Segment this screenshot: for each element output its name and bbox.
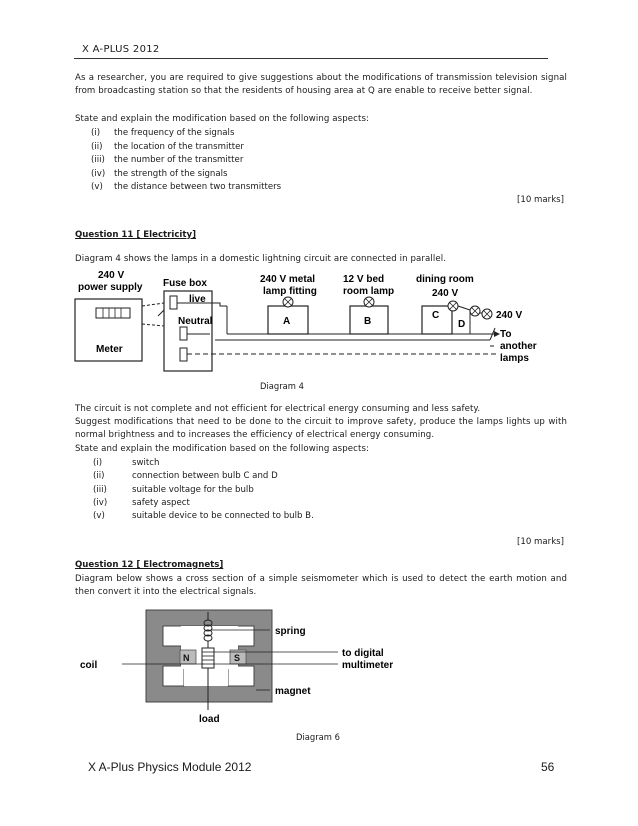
coil-body bbox=[202, 648, 214, 668]
list-item: suitable voltage for the bulb bbox=[132, 485, 254, 495]
meter-label: Meter bbox=[96, 344, 123, 355]
list-item: the number of the transmitter bbox=[114, 155, 244, 165]
neutral-label: Neutral bbox=[178, 316, 213, 327]
to-digital-label: to digital bbox=[342, 648, 384, 659]
lamp-a-desc-line2: lamp fitting bbox=[263, 286, 317, 297]
question-11-title: Question 11 [ Electricity] bbox=[75, 230, 197, 240]
live-fuse bbox=[170, 296, 177, 309]
lamp-d-label: D bbox=[458, 319, 466, 330]
question-11-instruction: State and explain the modification based on the following aspects: bbox=[75, 444, 370, 454]
dining-voltage-label: 240 V bbox=[432, 288, 459, 299]
seismometer-diagram bbox=[76, 606, 436, 730]
question-11-paragraph-2: Suggest modifications that need to be done to the circuit to improve safety, produce the lamps lights up with normal brightness and to increases the efficiency of electrical energy consuming. bbox=[75, 417, 567, 441]
list-item-number: (ii) bbox=[91, 142, 103, 152]
intro-marks: [10 marks] bbox=[517, 195, 564, 205]
another-label: another bbox=[500, 341, 537, 352]
list-item-number: (iv) bbox=[93, 498, 108, 508]
diagram-4-caption: Diagram 4 bbox=[260, 381, 304, 391]
list-item-number: (i) bbox=[93, 458, 103, 468]
lamp-c-label: C bbox=[432, 310, 440, 321]
question-11-paragraph-1: The circuit is not complete and not efficient for electrical energy consuming and less safety. bbox=[75, 404, 481, 414]
supply-voltage-label: 240 V bbox=[98, 270, 125, 281]
page-number: 56 bbox=[541, 760, 555, 774]
end-voltage-label: 240 V bbox=[496, 310, 523, 321]
question-11-lead: Diagram 4 shows the lamps in a domestic lightning circuit are connected in parallel. bbox=[75, 254, 447, 264]
list-item-number: (v) bbox=[91, 182, 103, 192]
footer-module-title: X A-Plus Physics Module 2012 bbox=[88, 760, 252, 774]
lamp-b-label: B bbox=[364, 316, 372, 327]
list-item: connection between bulb C and D bbox=[132, 471, 278, 481]
intro-paragraph: As a researcher, you are required to give suggestions about the modifications of transmission television signal from broadcasting station so that the residents of housing area at Q are enable to receive better signal. bbox=[75, 73, 567, 97]
live-label: live bbox=[189, 294, 206, 305]
list-item-number: (iii) bbox=[91, 155, 105, 165]
list-item: safety aspect bbox=[132, 498, 190, 508]
lamp-a-label: A bbox=[283, 316, 291, 327]
question-11-marks: [10 marks] bbox=[517, 537, 564, 547]
diagram-6-caption: Diagram 6 bbox=[296, 732, 340, 742]
spring-label: spring bbox=[275, 626, 306, 637]
list-item: the strength of the signals bbox=[114, 169, 228, 179]
page-header-title: X A-PLUS 2012 bbox=[82, 44, 160, 55]
south-label: S bbox=[234, 653, 241, 663]
earth-fuse bbox=[180, 348, 187, 361]
lamp-a-desc-line1: 240 V metal bbox=[260, 274, 316, 285]
dining-room-label: dining room bbox=[416, 274, 474, 285]
power-supply-label: power supply bbox=[78, 282, 143, 293]
list-item: suitable device to be connected to bulb B. bbox=[132, 511, 314, 521]
question-12-lead: Diagram below shows a cross section of a simple seismometer which is used to detect the earth motion and then convert it into the electrical signals. bbox=[75, 574, 567, 598]
header-rule bbox=[74, 58, 548, 59]
neutral-fuse bbox=[180, 327, 187, 340]
fuse-box-label: Fuse box bbox=[163, 278, 207, 289]
list-item-number: (ii) bbox=[93, 471, 105, 481]
magnet-label: magnet bbox=[275, 686, 311, 697]
list-item-number: (iii) bbox=[93, 485, 107, 495]
list-item-number: (i) bbox=[91, 128, 101, 138]
list-item-number: (v) bbox=[93, 511, 105, 521]
intro-instruction: State and explain the modification based on the following aspects: bbox=[75, 114, 370, 124]
meter-display bbox=[96, 308, 130, 318]
lamps-label: lamps bbox=[500, 353, 529, 364]
lamp-b-desc-line1: 12 V bed bbox=[343, 274, 385, 285]
to-label: To bbox=[500, 329, 512, 340]
question-12-title: Question 12 [ Electromagnets] bbox=[75, 560, 224, 570]
list-item: the distance between two transmitters bbox=[114, 182, 282, 192]
coil-label: coil bbox=[80, 660, 98, 671]
list-item: switch bbox=[132, 458, 160, 468]
lamp-b-desc-line2: room lamp bbox=[343, 286, 395, 297]
list-item: the location of the transmitter bbox=[114, 142, 244, 152]
circuit-diagram bbox=[70, 266, 560, 378]
north-label: N bbox=[183, 653, 190, 663]
multimeter-label: multimeter bbox=[342, 660, 394, 671]
list-item-number: (iv) bbox=[91, 169, 106, 179]
list-item: the frequency of the signals bbox=[114, 128, 235, 138]
load-label: load bbox=[199, 714, 220, 725]
